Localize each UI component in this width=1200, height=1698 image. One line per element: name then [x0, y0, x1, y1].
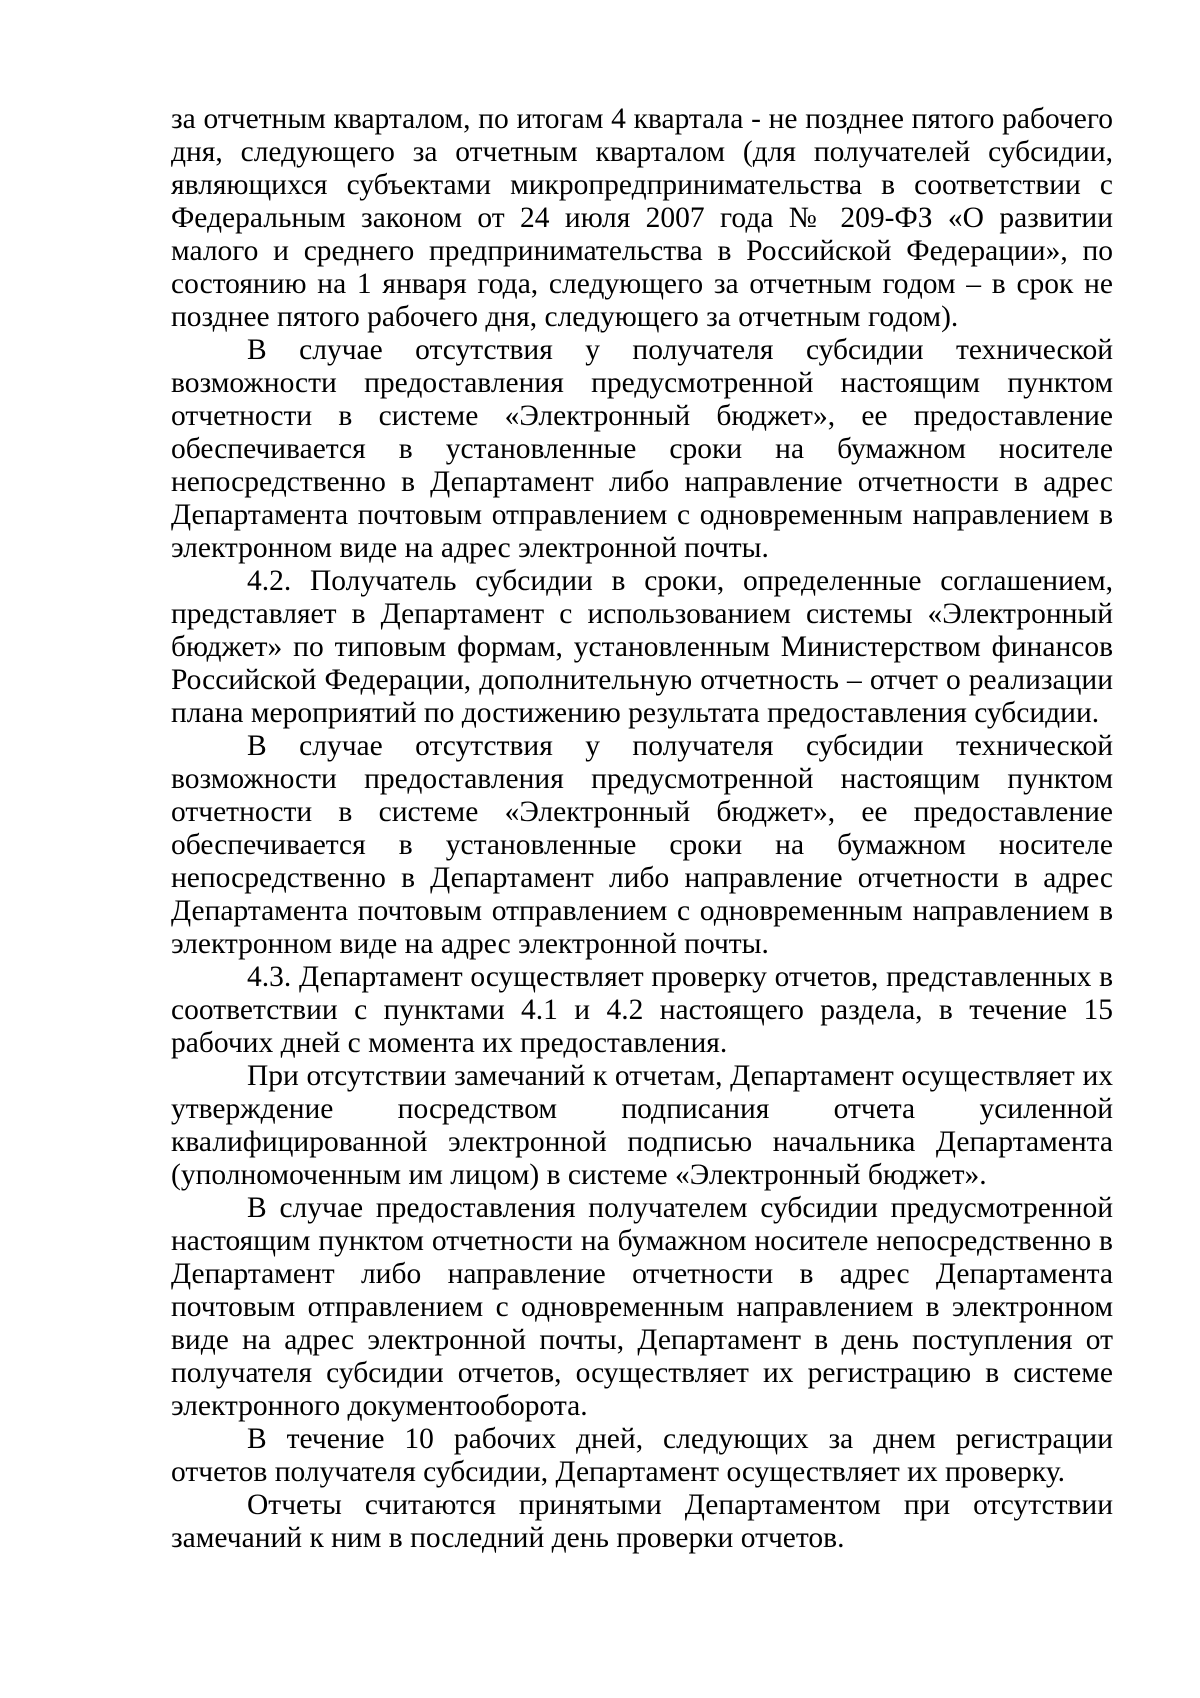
document-page — [171, 103, 1113, 1555]
paragraph-4-3: 4.3. Департамент осуществляет проверку отчетов, представленных в соответствии с пунктами 4.1 и 4.2 настоящего раздела, в течение 15 рабочих дней с момента их предоставления. — [171, 961, 1113, 1059]
paragraph-continuation: за отчетным кварталом, по итогам 4 квартала - не позднее пятого рабочего дня, следующего за отчетным кварталом (для получателей субсидии, являющихся субъектами микропредпринимательства в соответствии с Федеральным законом от 24 июля 2007 года № 209-ФЗ «О развитии малого и среднего предпринимательства в Российской Федерации», по состоянию на 1 января года, следующего за отчетным годом – в срок не позднее пятого рабочего дня, следующего за отчетным годом). — [171, 103, 1113, 333]
paragraph-approval: При отсутствии замечаний к отчетам, Департамент осуществляет их утверждение посредством подписания отчета усиленной квалифицированной электронной подписью начальника Департамента (уполномоченным им лицом) в системе «Электронный бюджет». — [171, 1060, 1113, 1191]
paragraph-4-2: 4.2. Получатель субсидии в сроки, определенные соглашением, представляет в Департамент с использованием системы «Электронный бюджет» по типовым формам, установленным Министерством финансов Российской Федерации, дополнительную отчетность – отчет о реализации плана мероприятий по достижению результата предоставления субсидии. — [171, 565, 1113, 729]
paragraph-no-technical-capability-2: В случае отсутствия у получателя субсидии технической возможности предоставления предусмотренной настоящим пунктом отчетности в системе «Электронный бюджет», ее предоставление обеспечивается в установленные сроки на бумажном носителе непосредственно в Департамент либо направление отчетности в адрес Департамента почтовым отправлением с одновременным направлением в электронном виде на адрес электронной почты. — [171, 730, 1113, 960]
paragraph-acceptance: Отчеты считаются принятыми Департаментом при отсутствии замечаний к ним в последний день проверки отчетов. — [171, 1489, 1113, 1554]
paragraph-review-period: В течение 10 рабочих дней, следующих за днем регистрации отчетов получателя субсидии, Департамент осуществляет их проверку. — [171, 1423, 1113, 1488]
paragraph-no-technical-capability: В случае отсутствия у получателя субсидии технической возможности предоставления предусмотренной настоящим пунктом отчетности в системе «Электронный бюджет», ее предоставление обеспечивается в установленные сроки на бумажном носителе непосредственно в Департамент либо направление отчетности в адрес Департамента почтовым отправлением с одновременным направлением в электронном виде на адрес электронной почты. — [171, 334, 1113, 564]
paragraph-paper-submission: В случае предоставления получателем субсидии предусмотренной настоящим пунктом отчетности на бумажном носителе непосредственно в Департамент либо направление отчетности в адрес Департамента почтовым отправлением с одновременным направлением в электронном виде на адрес электронной почты, Департамент в день поступления от получателя субсидии отчетов, осуществляет их регистрацию в системе электронного документооборота. — [171, 1192, 1113, 1422]
